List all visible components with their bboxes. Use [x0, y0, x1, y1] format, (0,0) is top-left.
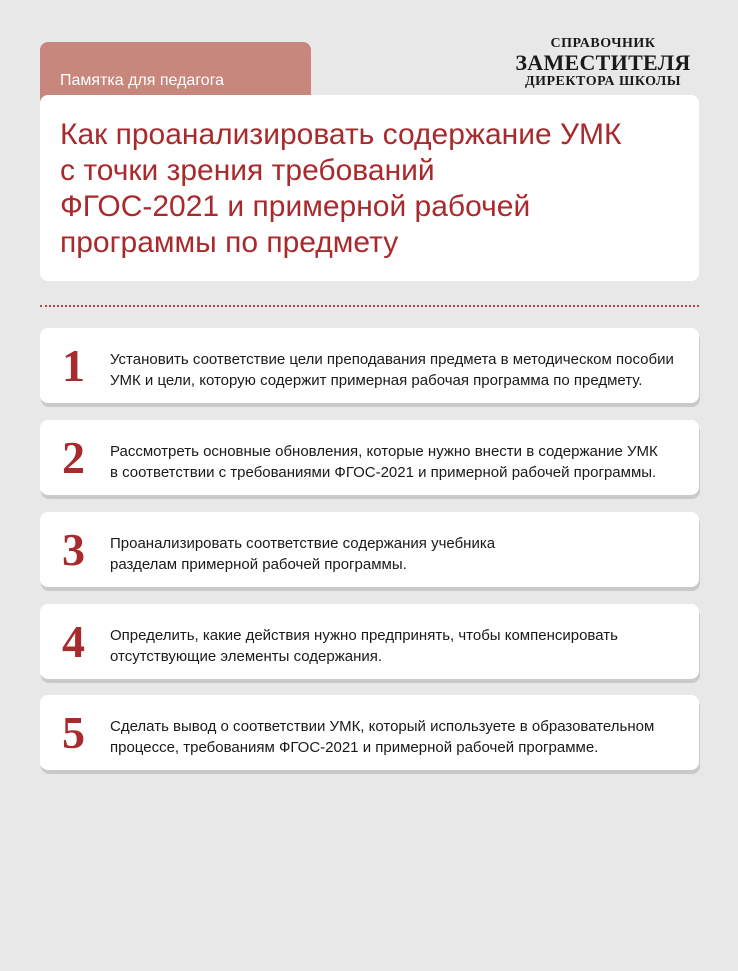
step-text: Сделать вывод о соответствии УМК, который используете в образовательном процессе, требованиям ФГОС-2021 и примерной рабочей программе.	[110, 718, 655, 756]
step-number: 4	[62, 616, 85, 667]
step-text: Проанализировать соответствие содержания учебника разделам примерной рабочей программы.	[110, 535, 496, 573]
step-number: 2	[62, 432, 85, 483]
step-card-1	[40, 328, 699, 403]
logo-line-1: СПРАВОЧНИК	[550, 36, 656, 51]
publication-logo	[498, 36, 708, 90]
title-card	[40, 95, 699, 281]
step-card-4	[40, 604, 699, 679]
document-type-label: Памятка для педагога	[60, 72, 225, 89]
step-text: Определить, какие действия нужно предпринять, чтобы компенсировать отсутствующие элементы содержания.	[110, 627, 618, 665]
page-title: Как проанализировать содержание УМК с точки зрения требований ФГОС-2021 и примерной рабочей программы по предмету	[60, 118, 622, 259]
step-number: 1	[62, 340, 85, 391]
step-number: 5	[62, 707, 85, 758]
logo-line-3: ДИРЕКТОРА ШКОЛЫ	[524, 74, 682, 89]
logo-line-2: ЗАМЕСТИТЕЛЯ	[515, 50, 691, 75]
step-number: 3	[62, 524, 85, 575]
step-text: Рассмотреть основные обновления, которые нужно внести в содержание УМК в соответствии с требованиями ФГОС-2021 и примерной рабочей программы.	[110, 443, 658, 481]
step-card-2	[40, 420, 699, 495]
step-card-3	[40, 512, 699, 587]
step-text: Установить соответствие цели преподавания предмета в методическом пособии УМК и цели, которую содержит примерная рабочая программа по предмету.	[110, 351, 674, 389]
step-card-5	[40, 695, 699, 770]
dotted-divider	[40, 305, 699, 307]
